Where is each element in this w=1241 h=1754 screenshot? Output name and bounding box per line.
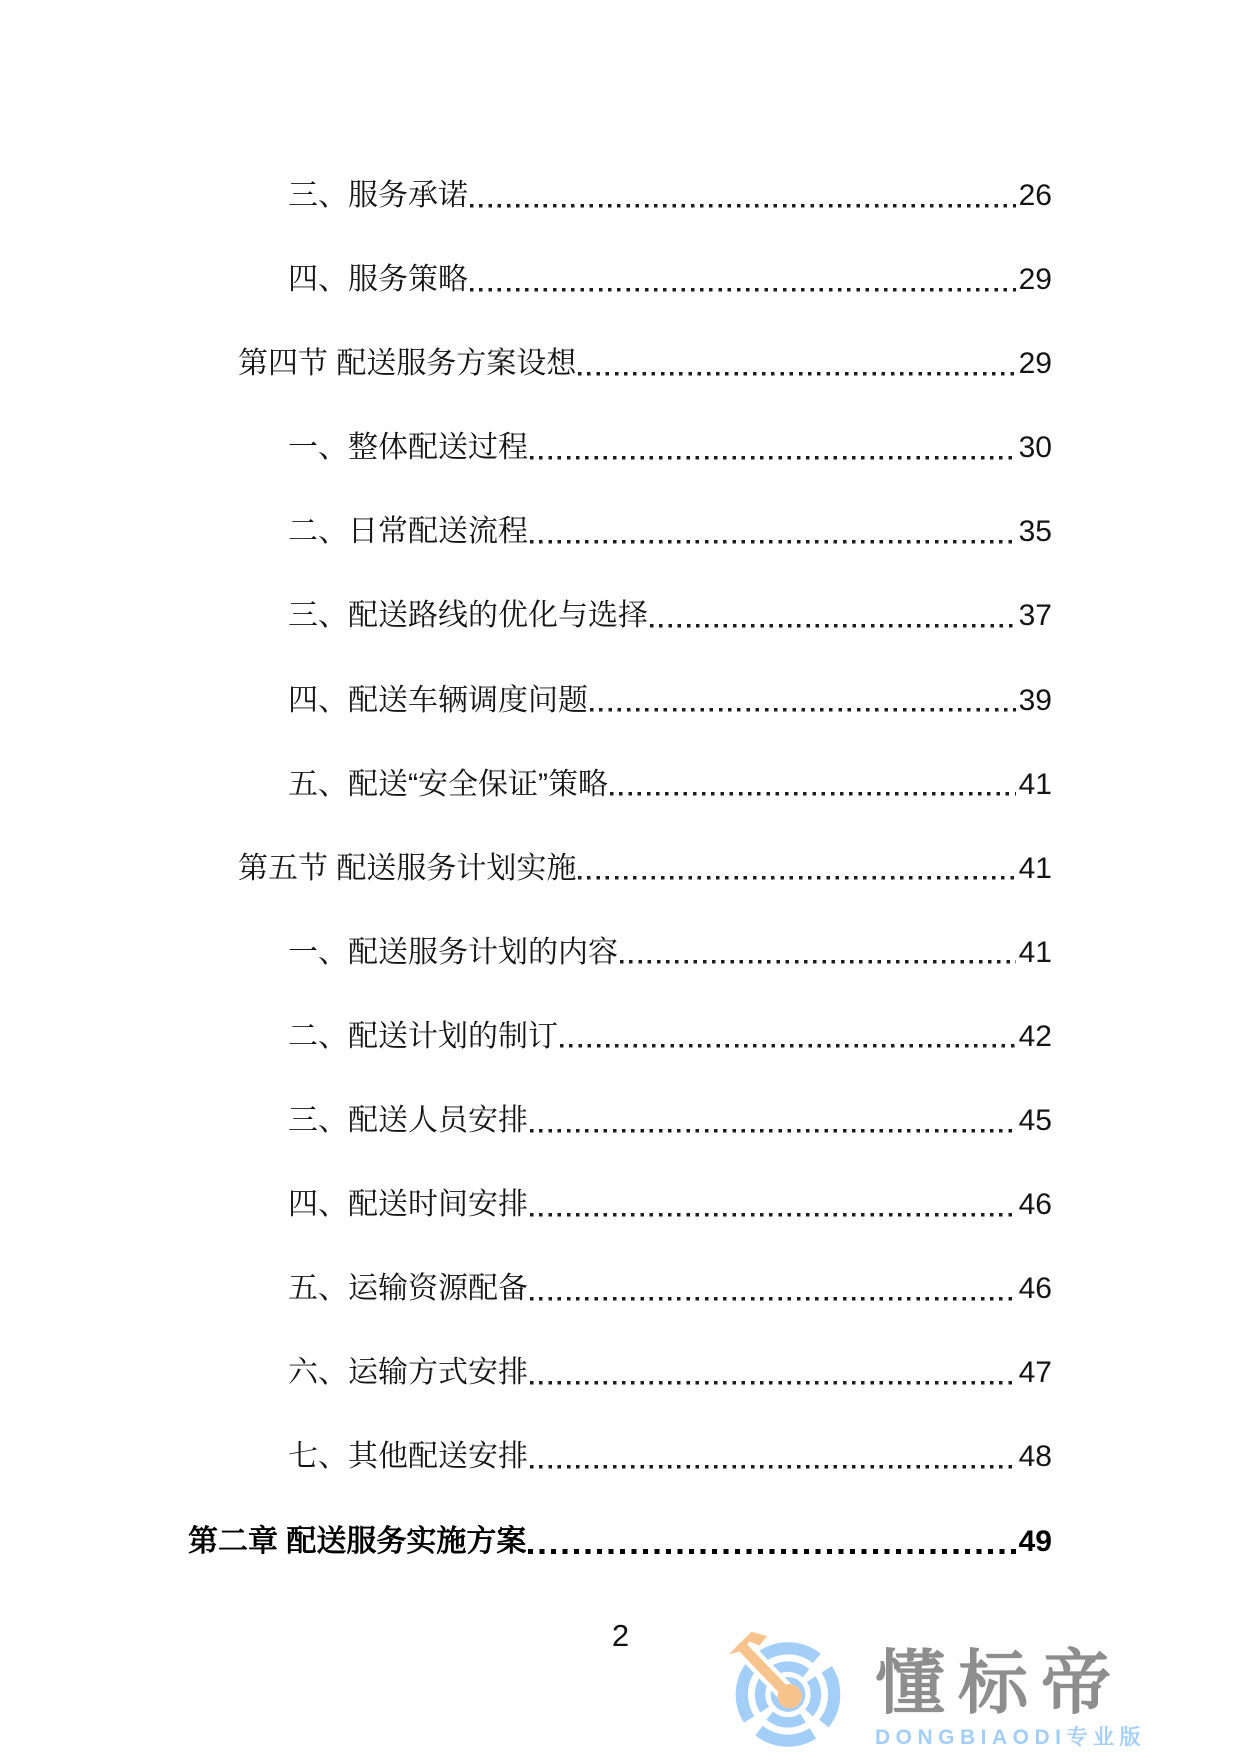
toc-entry-page-number: 46: [1018, 1188, 1052, 1222]
toc-dot-leader: [530, 1102, 1016, 1140]
toc-entry[interactable]: [188, 1438, 1052, 1522]
toc-entry-label: 四、配送时间安排: [288, 1188, 528, 1222]
toc-entry[interactable]: [188, 261, 1052, 345]
toc-entry[interactable]: [188, 429, 1052, 513]
toc-dot-leader: [470, 261, 1016, 299]
toc-entry-label: 二、配送计划的制订: [288, 1019, 558, 1053]
toc-entry-page-number: 39: [1018, 683, 1052, 717]
toc-dot-leader: [530, 1186, 1016, 1224]
toc-entry-label: 第四节 配送服务方案设想: [238, 347, 577, 381]
toc-entry[interactable]: [188, 1270, 1052, 1354]
toc-entry[interactable]: [188, 682, 1052, 766]
watermark-logo: [727, 1628, 1146, 1754]
toc-entry-label: 六、运输方式安排: [288, 1356, 528, 1390]
toc-entry-label: 一、配送服务计划的内容: [288, 935, 618, 969]
toc-entry-label: 二、日常配送流程: [288, 515, 528, 549]
toc-entry[interactable]: [188, 766, 1052, 850]
toc-dot-leader: [620, 934, 1016, 972]
toc-entry-page-number: 30: [1018, 431, 1052, 465]
toc-entry-page-number: 46: [1018, 1272, 1052, 1306]
toc-entry[interactable]: [188, 597, 1052, 681]
toc-entry-page-number: 41: [1018, 767, 1052, 801]
toc-entry-label: 七、其他配送安排: [288, 1440, 528, 1474]
toc-entry-page-number: 29: [1018, 263, 1052, 297]
target-dart-icon: [727, 1628, 849, 1754]
toc-entry[interactable]: [188, 934, 1052, 1018]
toc-dot-leader: [590, 682, 1016, 720]
toc-entry-label: 五、配送“安全保证”策略: [288, 767, 608, 801]
toc-entry-page-number: 49: [1018, 1524, 1052, 1558]
toc-entry-label: 第五节 配送服务计划实施: [238, 851, 577, 885]
toc-entry-page-number: 48: [1018, 1440, 1052, 1474]
toc-entry[interactable]: [188, 1354, 1052, 1438]
toc-entry-label: 三、服务承诺: [288, 179, 468, 212]
toc-dot-leader: [578, 345, 1015, 383]
toc-dot-leader: [530, 1270, 1016, 1308]
toc-dot-leader: [470, 177, 1016, 215]
toc-entry[interactable]: [188, 1523, 1052, 1607]
toc-dot-leader: [530, 1354, 1016, 1392]
toc-entry-label: 三、配送路线的优化与选择: [288, 599, 648, 633]
toc-entry[interactable]: [188, 850, 1052, 934]
toc-dot-leader: [650, 597, 1016, 635]
toc-entry-page-number: 42: [1018, 1019, 1052, 1053]
toc-entry-label: 四、服务策略: [288, 263, 468, 297]
toc-entry[interactable]: [188, 1102, 1052, 1186]
toc-entry-page-number: 47: [1018, 1356, 1052, 1390]
toc-entry-label: 第二章 配送服务实施方案: [188, 1524, 527, 1558]
toc-entry-label: 五、运输资源配备: [288, 1272, 528, 1306]
toc-entry-page-number: 41: [1018, 851, 1052, 885]
toc-entry-page-number: 26: [1018, 179, 1052, 212]
watermark-brand-subtitle: DONGBIAODI专业版: [875, 1726, 1146, 1749]
toc-entry-label: 三、配送人员安排: [288, 1104, 528, 1138]
toc-entry-label: 一、整体配送过程: [288, 431, 528, 465]
toc-entry[interactable]: [188, 177, 1052, 261]
toc-entry-page-number: 41: [1018, 935, 1052, 969]
toc-dot-leader: [528, 1523, 1015, 1561]
toc-entry[interactable]: [188, 1186, 1052, 1270]
toc-dot-leader: [530, 513, 1016, 551]
toc-dot-leader: [610, 766, 1016, 804]
page-number: 2: [611, 1618, 630, 1653]
toc-entry-page-number: 29: [1018, 347, 1052, 381]
toc-entry[interactable]: [188, 513, 1052, 597]
watermark-brand-name: 懂标帝: [875, 1644, 1124, 1722]
toc-entry[interactable]: [188, 345, 1052, 429]
toc-entry-page-number: 45: [1018, 1104, 1052, 1138]
table-of-contents: [188, 177, 1052, 1607]
toc-entry-page-number: 35: [1018, 515, 1052, 549]
toc-dot-leader: [560, 1018, 1016, 1056]
toc-entry[interactable]: [188, 1018, 1052, 1102]
toc-dot-leader: [530, 429, 1016, 467]
toc-dot-leader: [530, 1438, 1016, 1476]
toc-entry-page-number: 37: [1018, 599, 1052, 633]
toc-entry-label: 四、配送车辆调度问题: [288, 683, 588, 717]
toc-dot-leader: [578, 850, 1015, 888]
